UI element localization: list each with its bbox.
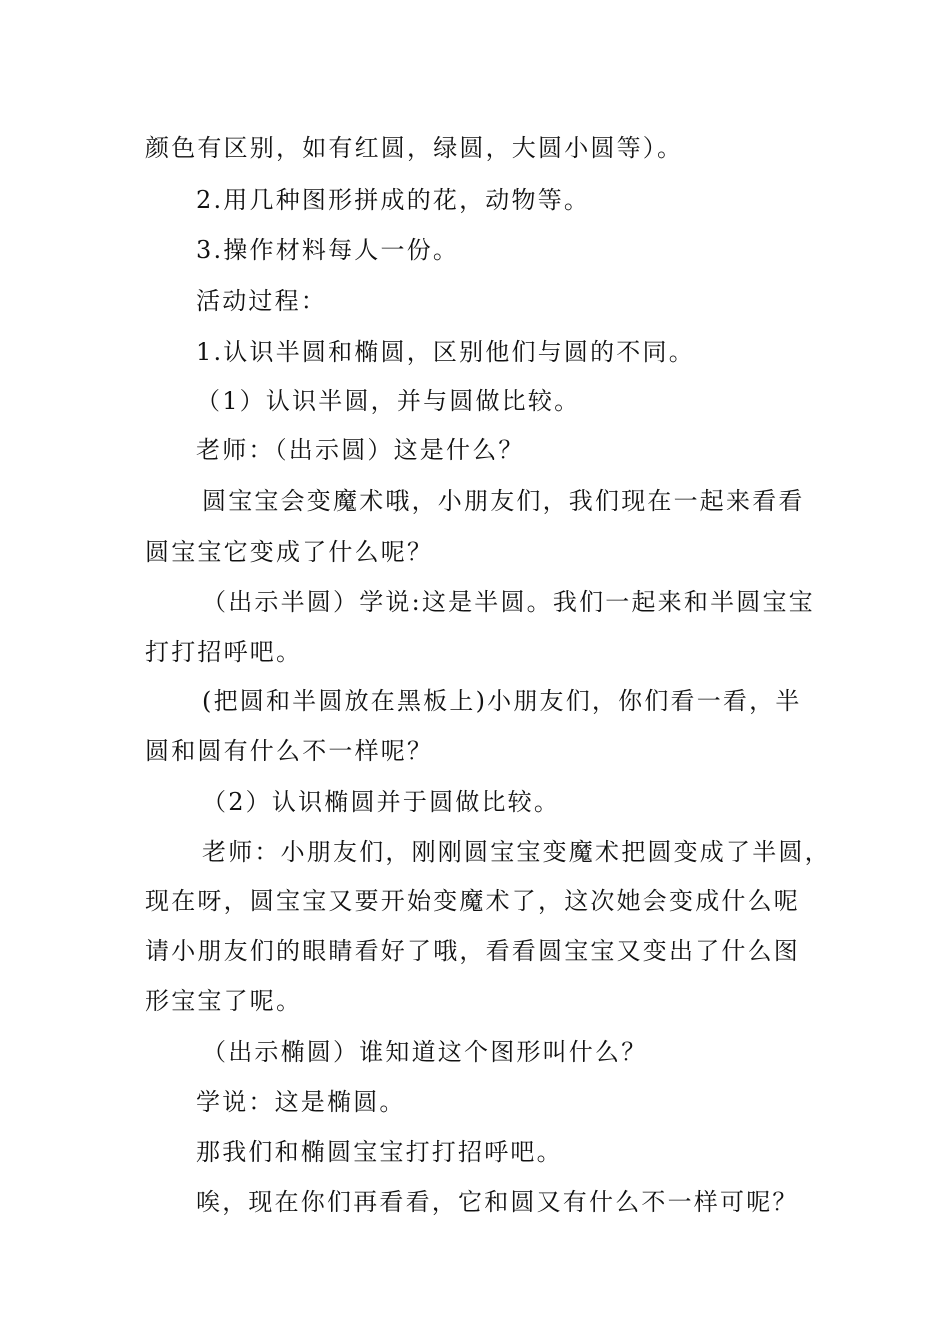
- paragraph-line: 那我们和椭圆宝宝打打招呼吧。: [196, 1138, 563, 1166]
- paragraph-line: （出示椭圆）谁知道这个图形叫什么？: [202, 1038, 648, 1066]
- paragraph-line: （1）认识半圆，并与圆做比较。: [196, 387, 581, 415]
- paragraph-line: 圆宝宝会变魔术哦，小朋友们，我们现在一起来看看: [202, 487, 805, 515]
- paragraph-line: 打打招呼吧。: [145, 638, 303, 666]
- paragraph-line: 颜色有区别，如有红圆，绿圆，大圆小圆等）。: [145, 134, 684, 162]
- paragraph-line: 圆宝宝它变成了什么呢？: [145, 538, 434, 566]
- paragraph-line: 请小朋友们的眼睛看好了哦，看看圆宝宝又变出了什么图: [145, 937, 800, 965]
- paragraph-line: 学说：这是椭圆。: [196, 1088, 406, 1116]
- paragraph-line: 3.操作材料每人一份。: [196, 236, 460, 264]
- paragraph-line: （2）认识椭圆并于圆做比较。: [202, 788, 561, 816]
- paragraph-line: 1.认识半圆和椭圆，区别他们与圆的不同。: [196, 338, 695, 366]
- paragraph-line: （出示半圆）学说:这是半圆。我们一起来和半圆宝宝: [202, 588, 815, 616]
- paragraph-line: (把圆和半圆放在黑板上)小朋友们，你们看一看，半: [202, 687, 802, 715]
- paragraph-line: 唉，现在你们再看看，它和圆又有什么不一样可呢？: [196, 1188, 799, 1216]
- section-heading: 活动过程：: [196, 287, 327, 315]
- paragraph-line: 老师：小朋友们，刚刚圆宝宝变魔术把圆变成了半圆，: [202, 838, 831, 866]
- paragraph-line: 形宝宝了呢。: [145, 987, 303, 1015]
- paragraph-line: 圆和圆有什么不一样呢？: [145, 737, 434, 765]
- paragraph-line: 现在呀，圆宝宝又要开始变魔术了，这次她会变成什么呢: [145, 887, 800, 915]
- paragraph-line: 2.用几种图形拼成的花，动物等。: [196, 186, 591, 214]
- paragraph-line: 老师：（出示圆）这是什么？: [196, 436, 525, 464]
